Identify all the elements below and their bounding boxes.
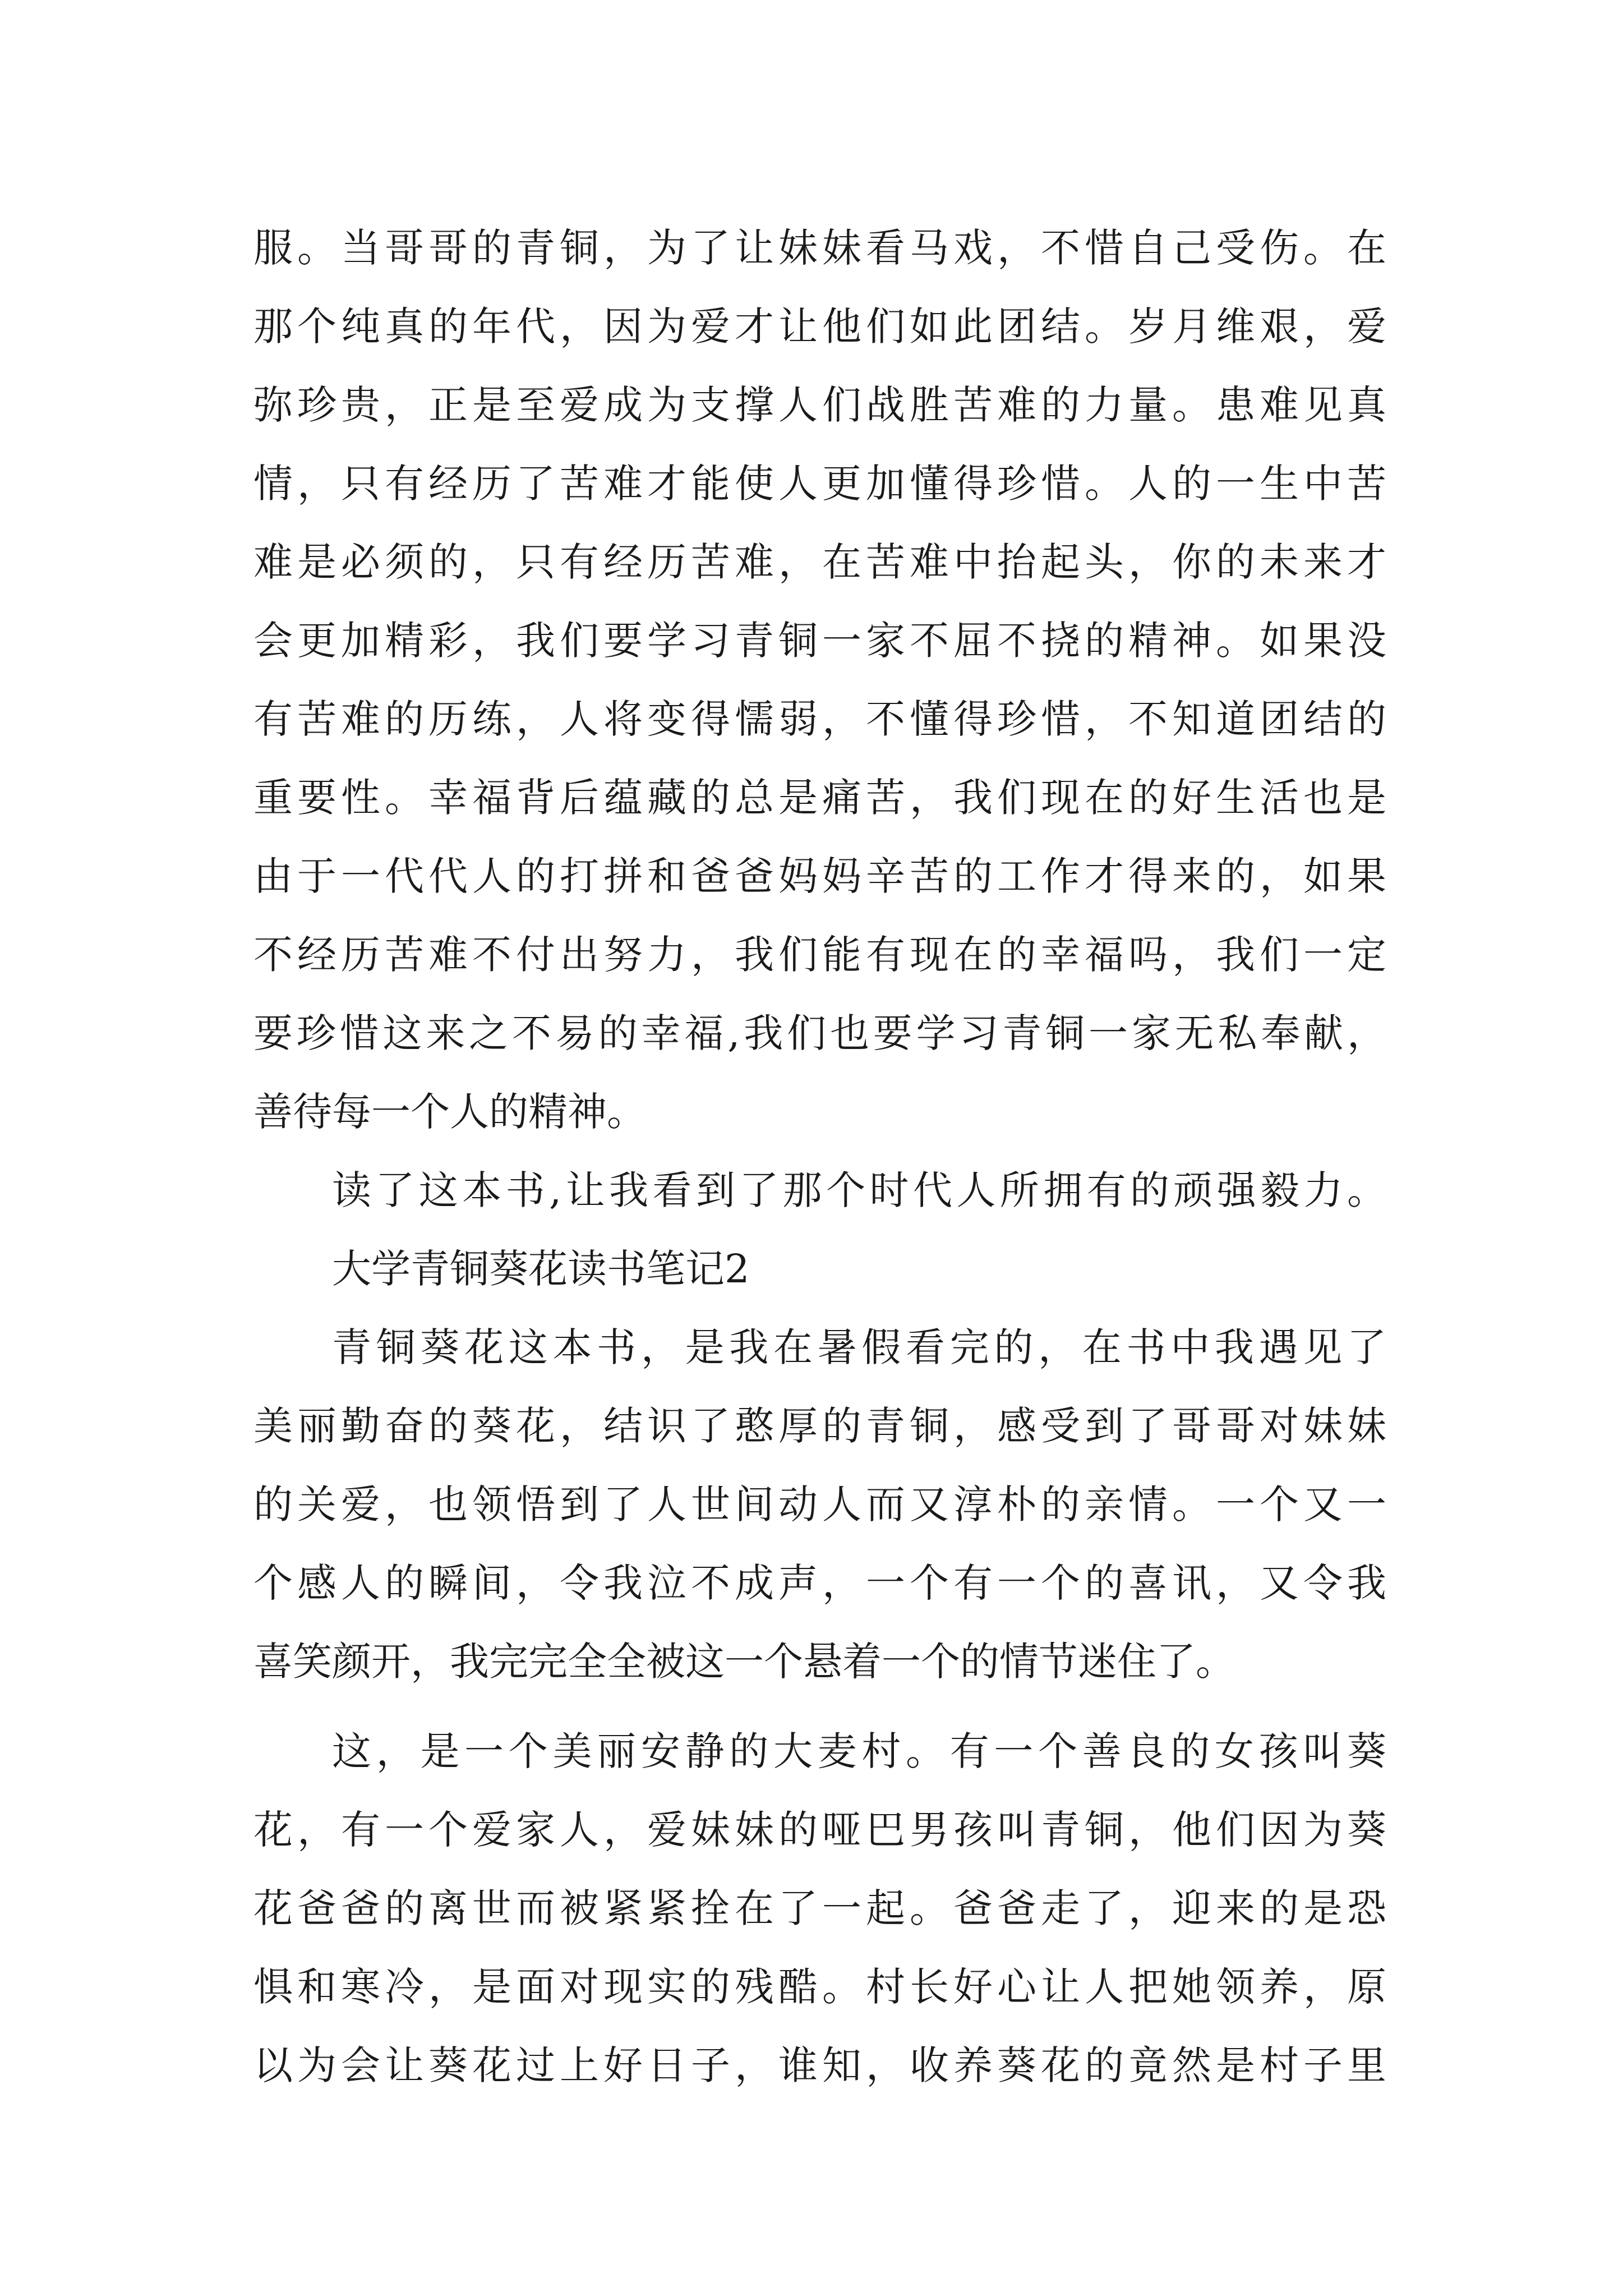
text-line: 喜笑颜开，我完完全全被这一个悬着一个的情节迷住了。 bbox=[253, 1639, 1235, 1685]
text-line: 花爸爸的离世而被紧紧拴在了一起。爸爸走了，迎来的是恐 bbox=[253, 1885, 1386, 1931]
text-line: 惧和寒冷，是面对现实的残酷。村长好心让人把她领养，原 bbox=[253, 1964, 1386, 2010]
body-text bbox=[253, 209, 1386, 2105]
paragraph-intro bbox=[253, 1308, 1386, 1701]
text-line: 个感人的瞬间，令我泣不成声，一个有一个的喜讯，又令我 bbox=[253, 1560, 1386, 1606]
text-line: 不经历苦难不付出努力，我们能有现在的幸福吗，我们一定 bbox=[253, 932, 1386, 978]
text-line: 重要性。幸福背后蕴藏的总是痛苦，我们现在的好生活也是 bbox=[253, 775, 1386, 821]
text-line: 由于一代代人的打拼和爸爸妈妈辛苦的工作才得来的，如果 bbox=[253, 853, 1386, 899]
text-line: 花，有一个爱家人，爱妹妹的哑巴男孩叫青铜，他们因为葵 bbox=[253, 1807, 1386, 1853]
text-line: 美丽勤奋的葵花，结识了憨厚的青铜，感受到了哥哥对妹妹 bbox=[253, 1403, 1386, 1449]
text-line: 这，是一个美丽安静的大麦村。有一个善良的女孩叫葵 bbox=[332, 1728, 1386, 1774]
paragraph-reflection bbox=[253, 1151, 1386, 1230]
paragraph-spacer bbox=[253, 1701, 1386, 1712]
text-line: 服。当哥哥的青铜，为了让妹妹看马戏，不惜自己受伤。在 bbox=[253, 225, 1386, 271]
section-heading: 大学青铜葵花读书笔记2 bbox=[332, 1246, 750, 1292]
text-line: 难是必须的，只有经历苦难，在苦难中抬起头，你的未来才 bbox=[253, 539, 1386, 585]
text-line: 弥珍贵，正是至爱成为支撑人们战胜苦难的力量。患难见真 bbox=[253, 382, 1386, 428]
text-line: 以为会让葵花过上好日子，谁知，收养葵花的竟然是村子里 bbox=[253, 2042, 1386, 2088]
text-line: 青铜葵花这本书，是我在暑假看完的，在书中我遇见了 bbox=[332, 1324, 1386, 1370]
text-line: 善待每一个人的精神。 bbox=[253, 1089, 646, 1135]
text-line: 的关爱，也领悟到了人世间动人而又淳朴的亲情。一个又一 bbox=[253, 1481, 1386, 1527]
text-line: 读了这本书,让我看到了那个时代人所拥有的顽强毅力。 bbox=[332, 1167, 1386, 1213]
paragraph-story bbox=[253, 1712, 1386, 2105]
text-line: 情，只有经历了苦难才能使人更加懂得珍惜。人的一生中苦 bbox=[253, 461, 1386, 507]
paragraph-continuation bbox=[253, 209, 1386, 1151]
text-line: 要珍惜这来之不易的幸福,我们也要学习青铜一家无私奉献， bbox=[253, 1010, 1386, 1056]
text-line: 会更加精彩，我们要学习青铜一家不屈不挠的精神。如果没 bbox=[253, 618, 1386, 664]
text-line: 那个纯真的年代，因为爱才让他们如此团结。岁月维艰，爱 bbox=[253, 303, 1386, 349]
text-line: 有苦难的历练，人将变得懦弱，不懂得珍惜，不知道团结的 bbox=[253, 696, 1386, 742]
